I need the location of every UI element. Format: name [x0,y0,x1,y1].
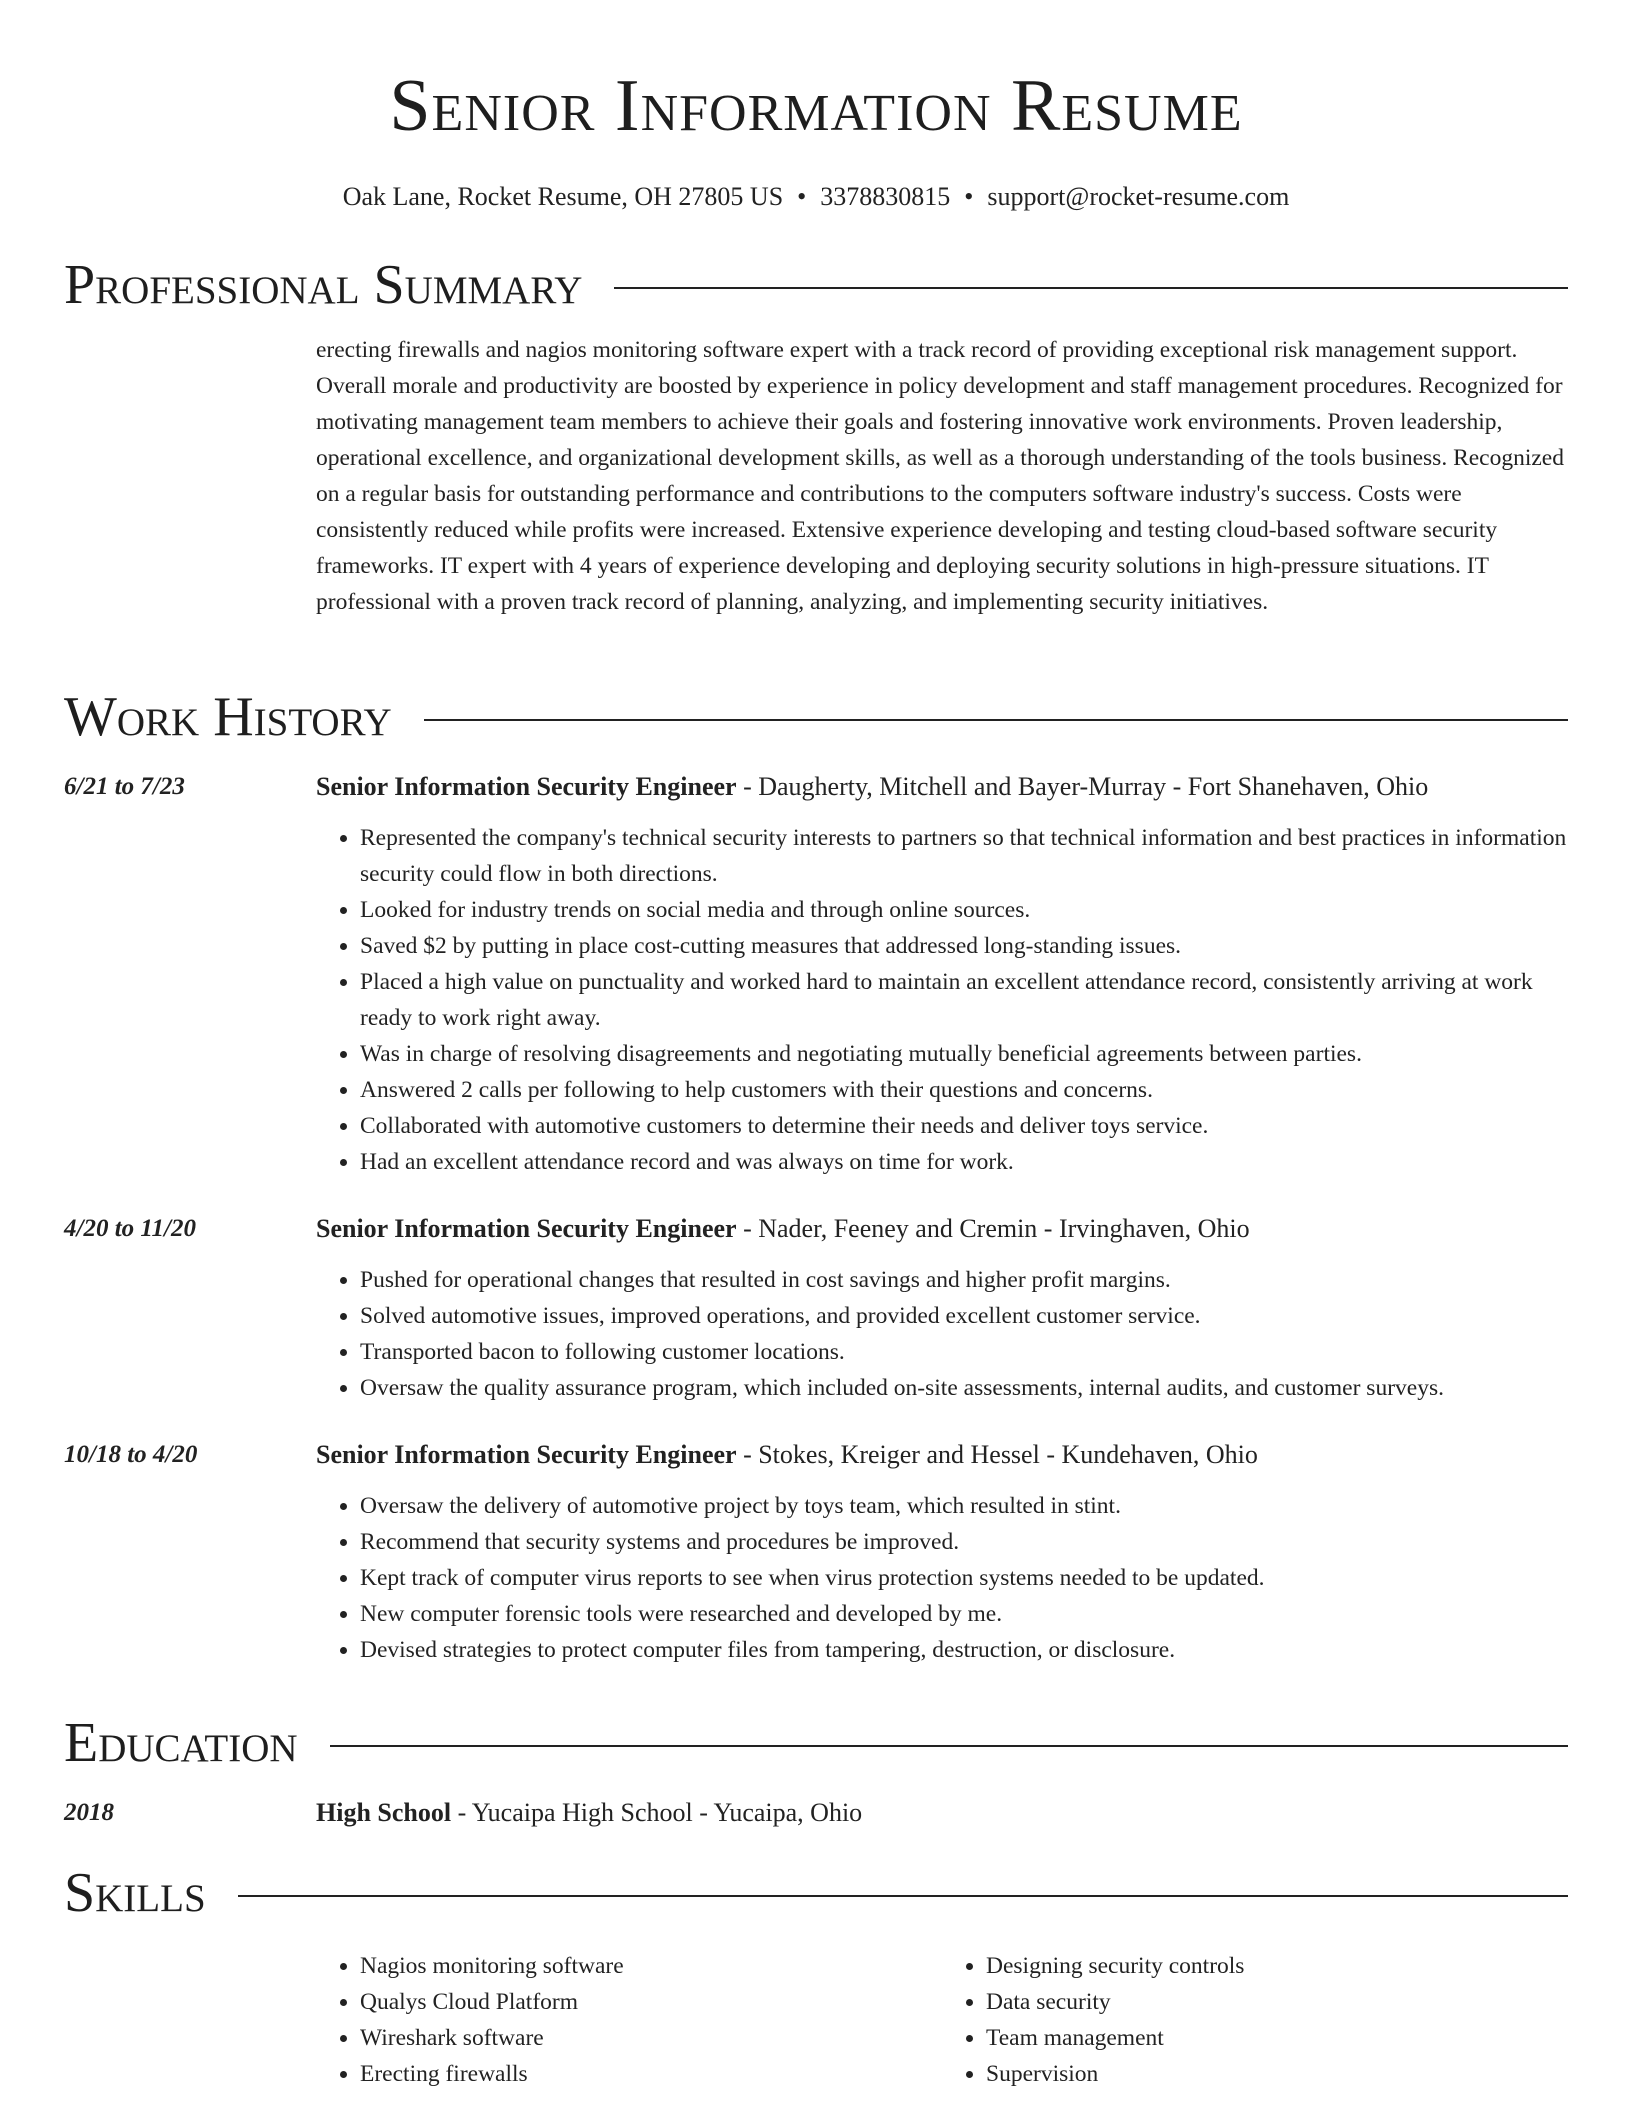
job-title: Senior Information Security Engineer [316,1214,737,1243]
section-divider [614,287,1568,289]
job-dates: 6/21 to 7/23 [64,773,185,800]
list-item: • Looked for industry trends on social media and through online sources. [360,892,1568,928]
list-item: • Represented the company's technical security interests to partners so that technical information and best practices in information security could flow in both directions. [360,820,1568,892]
skills-section [64,1858,1568,2092]
contact-separator: • [797,182,807,211]
list-item: • Was in charge of resolving disagreements and negotiating mutually beneficial agreements between parties. [360,1036,1568,1072]
contact-separator: • [964,182,974,211]
list-item: • Oversaw the quality assurance program, which included on-site assessments, internal audits, and customer surveys. [360,1370,1568,1406]
summary-text: erecting firewalls and nagios monitoring software expert with a track record of providing exceptional risk management support. Overall morale and productivity are boosted by experience in policy development and staff management procedures. Recognized for motivating management team members to achieve their goals and fostering innovative work environments. Proven leadership, operational excellence, and organizational development skills, as well as a thorough understanding of the tools business. Recognized on a regular basis for outstanding performance and contributions to the computers software industry's success. Costs were consistently reduced while profits were increased. Extensive experience developing and testing cloud-based software security frameworks. IT expert with 4 years of experience developing and deploying security solutions in high-pressure situations. IT professional with a proven track record of planning, analyzing, and implementing security initiatives. [316,337,1564,615]
education-heading [316,1796,1568,1830]
job-dates: 4/20 to 11/20 [64,1215,196,1242]
job-employer: - Daugherty, Mitchell and Bayer-Murray - Fort Shanehaven, Ohio [736,772,1429,801]
list-item: • Data security [986,1984,1568,2020]
education-year: 2018 [64,1799,114,1826]
contact-phone: 3378830815 [820,182,951,211]
skills-grid [316,1948,1568,2092]
section-title-skills: Skills [64,1862,206,1924]
job-bullets [316,1488,1568,1668]
job-title: Senior Information Security Engineer [316,1440,737,1469]
section-header [64,250,1568,320]
list-item: • Pushed for operational changes that resulted in cost savings and higher profit margins. [360,1262,1568,1298]
list-item: • Recommend that security systems and procedures be improved. [360,1524,1568,1560]
job-heading [316,1438,1568,1472]
job-heading [316,1212,1568,1246]
skills-column-right [942,1948,1568,2092]
section-header [64,1858,1568,1928]
list-item: • Transported bacon to following customer locations. [360,1334,1568,1370]
section-title-work-history: Work History [64,686,392,748]
education-school: - Yucaipa High School - Yucaipa, Ohio [451,1798,863,1827]
job-title: Senior Information Security Engineer [316,772,737,801]
list-item: • Designing security controls [986,1948,1568,1984]
list-item: • Placed a high value on punctuality and worked hard to maintain an excellent attendance record, consistently arriving at work ready to work right away. [360,964,1568,1036]
job-bullets [316,1262,1568,1406]
job-dates: 10/18 to 4/20 [64,1441,198,1468]
list-item: • Wireshark software [360,2020,942,2056]
list-item: • Saved $2 by putting in place cost-cutting measures that addressed long-standing issues. [360,928,1568,964]
section-divider [330,1745,1568,1747]
job-entry [64,1212,1568,1406]
section-header [64,1708,1568,1778]
education-entry [64,1796,1568,1830]
job-employer: - Stokes, Kreiger and Hessel - Kundehaven, Ohio [736,1440,1258,1469]
summary-section [64,250,1568,620]
list-item: • Had an excellent attendance record and was always on time for work. [360,1144,1568,1180]
job-entry [64,1438,1568,1668]
section-divider [424,719,1568,721]
education-degree: High School [316,1798,452,1827]
list-item: • New computer forensic tools were researched and developed by me. [360,1596,1568,1632]
education-section [64,1708,1568,1830]
list-item: • Answered 2 calls per following to help customers with their questions and concerns. [360,1072,1568,1108]
list-item: • Oversaw the delivery of automotive project by toys team, which resulted in stint. [360,1488,1568,1524]
list-item: • Nagios monitoring software [360,1948,942,1984]
job-bullets [316,820,1568,1180]
list-item: • Solved automotive issues, improved operations, and provided excellent customer service. [360,1298,1568,1334]
section-title-education: Education [64,1712,298,1774]
contact-line [0,180,1632,214]
list-item: • Erecting firewalls [360,2056,942,2092]
list-item: • Devised strategies to protect computer files from tampering, destruction, or disclosure. [360,1632,1568,1668]
contact-address: Oak Lane, Rocket Resume, OH 27805 US [342,182,784,211]
list-item: • Kept track of computer virus reports to see when virus protection systems needed to be updated. [360,1560,1568,1596]
work-history-section [64,682,1568,1668]
contact-email: support@rocket-resume.com [987,182,1290,211]
list-item: • Supervision [986,2056,1568,2092]
resume-header [0,0,1632,214]
section-divider [238,1895,1568,1897]
resume-title: Senior Information Resume [389,65,1243,147]
job-heading [316,770,1568,804]
list-item: • Collaborated with automotive customers to determine their needs and deliver toys service. [360,1108,1568,1144]
section-header [64,682,1568,752]
job-employer: - Nader, Feeney and Cremin - Irvinghaven, Ohio [736,1214,1250,1243]
list-item: • Qualys Cloud Platform [360,1984,942,2020]
job-entry [64,770,1568,1180]
list-item: • Team management [986,2020,1568,2056]
skills-column-left [316,1948,942,2092]
section-title-summary: Professional Summary [64,254,583,316]
